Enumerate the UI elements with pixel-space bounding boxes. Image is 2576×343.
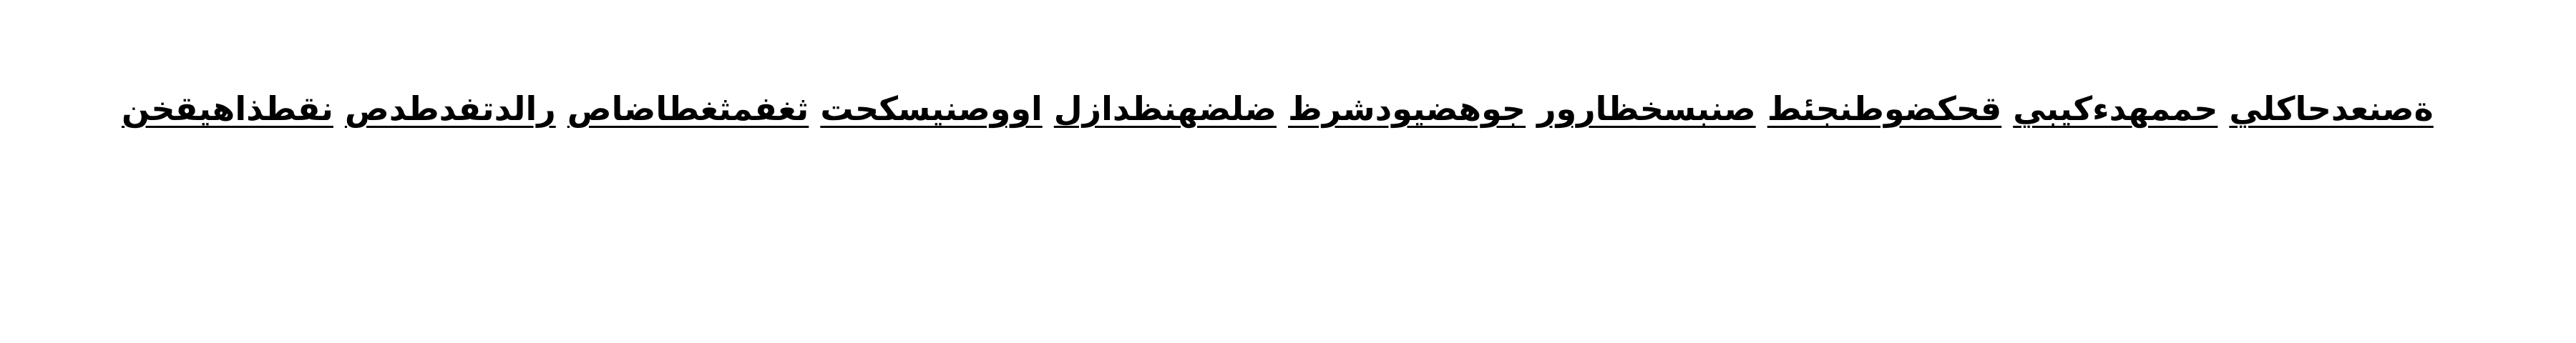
word-9: رالدتفدطدص [344, 89, 556, 128]
word-7: اووصنيسكحت [820, 89, 1043, 128]
word-8: ثغفمثغطاضاص [567, 89, 809, 128]
word-4: صنبسخظارور [1537, 89, 1756, 128]
word-1: ةصنعدحاكلي [2229, 89, 2434, 128]
word-3: قحكضوطنجئط [1767, 89, 2002, 128]
word-5: جوهضيودشرظ [1288, 89, 1526, 128]
word-2: حممهدءكيبي [2013, 89, 2218, 128]
word-10: نقطذاهيقخن [122, 89, 333, 128]
arabic-text-line [122, 80, 2540, 137]
word-6: ضلضهنظدازل [1053, 89, 1277, 128]
